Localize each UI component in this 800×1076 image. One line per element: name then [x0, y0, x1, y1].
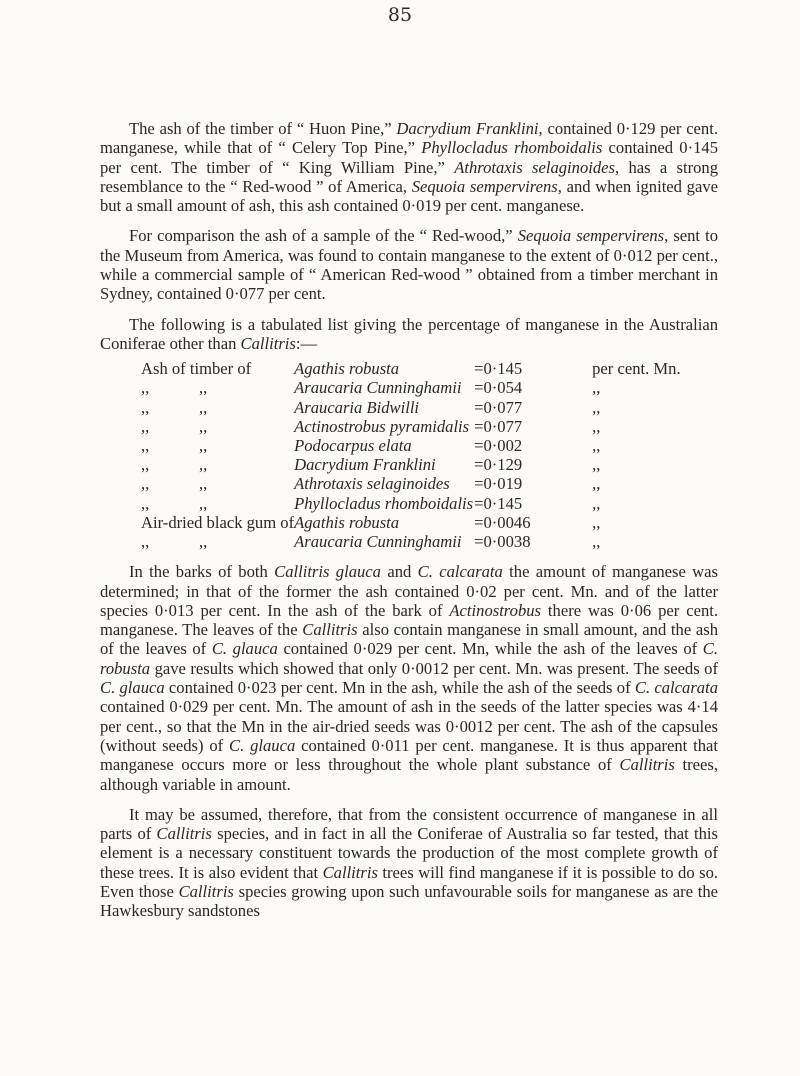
unit-cell: ,, [592, 436, 601, 456]
table-row [100, 398, 692, 417]
value-cell: =0·019 [474, 474, 523, 494]
species-cell: Actinostrobus pyramidalis [294, 416, 470, 436]
row-lead: Air-dried black gum of [141, 512, 295, 532]
ditto-mark: ,, [199, 436, 208, 456]
table-row [100, 417, 692, 436]
species-cell: Athrotaxis selaginoides [294, 474, 450, 494]
row-lead-ditto [100, 474, 294, 493]
species-cell: Podocarpus elata [294, 436, 412, 456]
species-name: Dacrydium Franklini, [396, 119, 543, 138]
text-run: It may be assumed, therefore, that from the consistent occurrence of manganese in all parts of [100, 804, 718, 844]
species-name: Callitris [619, 755, 675, 775]
text-run: contained 0·145 per cent. The timber of “ King William Pine,” [100, 138, 719, 177]
unit-cell: per cent. Mn. [592, 359, 681, 379]
text-run: :— [295, 333, 318, 353]
ditto-mark: ,, [141, 378, 150, 398]
ditto-mark: ,, [141, 474, 150, 494]
value-cell: =0·054 [474, 378, 523, 398]
species-name: Callitris [156, 824, 212, 844]
ditto-mark: ,, [199, 493, 208, 513]
text-run: The following is a tabulated list giving the percentage of manganese in the Australian Coniferae other than [100, 314, 718, 353]
value-cell: =0·077 [474, 397, 523, 417]
body-text [100, 119, 718, 932]
ditto-mark: ,, [199, 416, 208, 436]
species-name: C. glauca [211, 639, 278, 659]
species-name: C. glauca [229, 735, 296, 755]
table-row [100, 494, 692, 513]
text-run: trees will find manganese if it is possible to do so. Even those [100, 862, 719, 902]
text-run: sent to the Museum from America, was found to contain manganese to the extent of 0·012 per cent., while a commercial sample of “ American Red-wood ” obtained from a timber merchant in Sydney, contained 0·077 per cent. [100, 226, 719, 304]
paragraph-barks-leaves-seeds [100, 562, 718, 794]
unit-cell: ,, [592, 512, 601, 532]
text-run: the amount of manganese was determined; in that of the former the ash contained 0·02 per cent. Mn. and of the latter species 0·013 per cent. In the ash of the bark of [100, 562, 718, 620]
species-name: C. calcarata [634, 678, 718, 698]
species-name: Callitris glauca [274, 562, 381, 582]
species-name: Callitris [178, 882, 234, 902]
text-run: has a strong resemblance to the “ Red-wood ” of America, [100, 157, 718, 196]
text-run: contained 0·011 per cent. manganese. It is thus apparent that manganese occurs more or less throughout the whole plant substance of [100, 735, 719, 775]
species-name: C. calcarata [417, 562, 503, 582]
species-cell: Dacrydium Franklini [294, 455, 436, 475]
page-number: 85 [387, 4, 413, 26]
row-lead-ditto [100, 532, 294, 551]
unit-cell: ,, [592, 532, 601, 552]
value-cell: =0·002 [474, 436, 523, 456]
species-name: Phyllocladus rhomboidalis [421, 138, 603, 158]
text-run: contained 0·029 per cent. Mn, while the ash of the leaves of [277, 639, 703, 659]
species-name: Sequoia sempervirens, [517, 226, 669, 246]
paragraph-table-intro [100, 315, 718, 354]
text-run: trees, although variable in amount. [100, 755, 718, 794]
ditto-mark: ,, [199, 397, 208, 417]
ditto-mark: ,, [199, 532, 208, 552]
species-cell: Araucaria Bidwilli [294, 397, 420, 417]
value-cell: =0·0046 [474, 512, 531, 532]
table-row [100, 378, 692, 397]
paragraph-red-wood-comparison [100, 226, 718, 303]
text-run: and [380, 562, 418, 582]
text-run: gave results which showed that only 0·0012 per cent. Mn. was present. The seeds of [150, 658, 718, 678]
value-cell: =0·129 [474, 455, 523, 475]
ditto-mark: ,, [141, 436, 150, 456]
value-cell: =0·145 [474, 359, 523, 379]
ditto-mark: ,, [141, 455, 150, 475]
species-cell: Agathis robusta [294, 359, 400, 379]
text-run: species, and in fact in all the Coniferae of Australia so far tested, that this element is a necessary constituent towards the production of the most complete growth of these trees. It is also evident that [100, 824, 718, 882]
species-name: Callitris [322, 862, 378, 882]
ditto-mark: ,, [199, 455, 208, 475]
table-row [100, 455, 692, 474]
table-row [100, 436, 692, 455]
species-name: Sequoia sempervirens, [411, 176, 562, 196]
species-name: C. glauca [100, 678, 165, 698]
text-run: species growing upon such unfavourable soils for manganese as are the Hawkesbury sandstones [100, 882, 718, 921]
row-lead-ditto [100, 455, 294, 474]
paragraph-huon-pine [100, 119, 718, 215]
value-cell: =0·145 [474, 493, 523, 513]
species-cell: Agathis robusta [294, 512, 400, 532]
row-lead-ditto [100, 436, 294, 455]
row-lead-ditto [100, 398, 294, 417]
unit-cell: ,, [592, 474, 601, 494]
row-lead-ditto [100, 417, 294, 436]
text-run: contained 0·129 per cent. manganese, while that of “ Celery Top Pine,” [100, 119, 718, 158]
table-row [100, 474, 692, 493]
text-run: The ash of the timber of “ Huon Pine,” [129, 119, 397, 138]
ditto-mark: ,, [141, 532, 150, 552]
row-lead: Ash of timber of [141, 359, 252, 379]
table-row [100, 359, 692, 378]
row-lead-ditto [100, 494, 294, 513]
species-name: C. robusta [100, 639, 718, 678]
text-run: contained 0·029 per cent. Mn. The amount of ash in the seeds of the latter species was 4·14 per cent., so that the Mn in the air-dried seeds was 0·0012 per cent. The ash of the capsules (without seeds) of [100, 697, 718, 755]
ditto-mark: ,, [199, 474, 208, 494]
paragraph-conclusion [100, 805, 718, 921]
species-name: Callitris [302, 620, 358, 640]
species-cell: Araucaria Cunninghamii [294, 378, 462, 398]
species-name: Callitris [240, 333, 296, 353]
unit-cell: ,, [592, 397, 601, 417]
ditto-mark: ,, [141, 397, 150, 417]
species-name: Athrotaxis selaginoides, [454, 157, 620, 177]
text-run: also contain manganese in small amount, and the ash of the leaves of [100, 620, 718, 659]
text-run: and when ignited gave but a small amount of ash, this ash contained 0·019 per cent. manganese. [100, 176, 718, 216]
ditto-mark: ,, [141, 493, 150, 513]
value-cell: =0·077 [474, 416, 523, 436]
ditto-mark: ,, [199, 378, 208, 398]
unit-cell: ,, [592, 416, 601, 436]
manganese-table [100, 359, 692, 551]
row-lead-ditto [100, 378, 294, 397]
unit-cell: ,, [592, 455, 601, 475]
ditto-mark: ,, [141, 416, 150, 436]
text-run: In the barks of both [129, 562, 275, 582]
species-cell: Phyllocladus rhomboidalis [294, 493, 474, 513]
value-cell: =0·0038 [474, 532, 531, 552]
text-run: For comparison the ash of a sample of the “ Red-wood,” [129, 226, 518, 246]
table-row [100, 513, 692, 532]
text-run: there was 0·06 per cent. manganese. The leaves of the [100, 600, 718, 640]
unit-cell: ,, [592, 493, 601, 513]
species-name: Actinostrobus [449, 600, 541, 620]
text-run: contained 0·023 per cent. Mn in the ash, while the ash of the seeds of [164, 678, 635, 698]
table-row [100, 532, 692, 551]
species-cell: Araucaria Cunninghamii [294, 532, 462, 552]
unit-cell: ,, [592, 378, 601, 398]
